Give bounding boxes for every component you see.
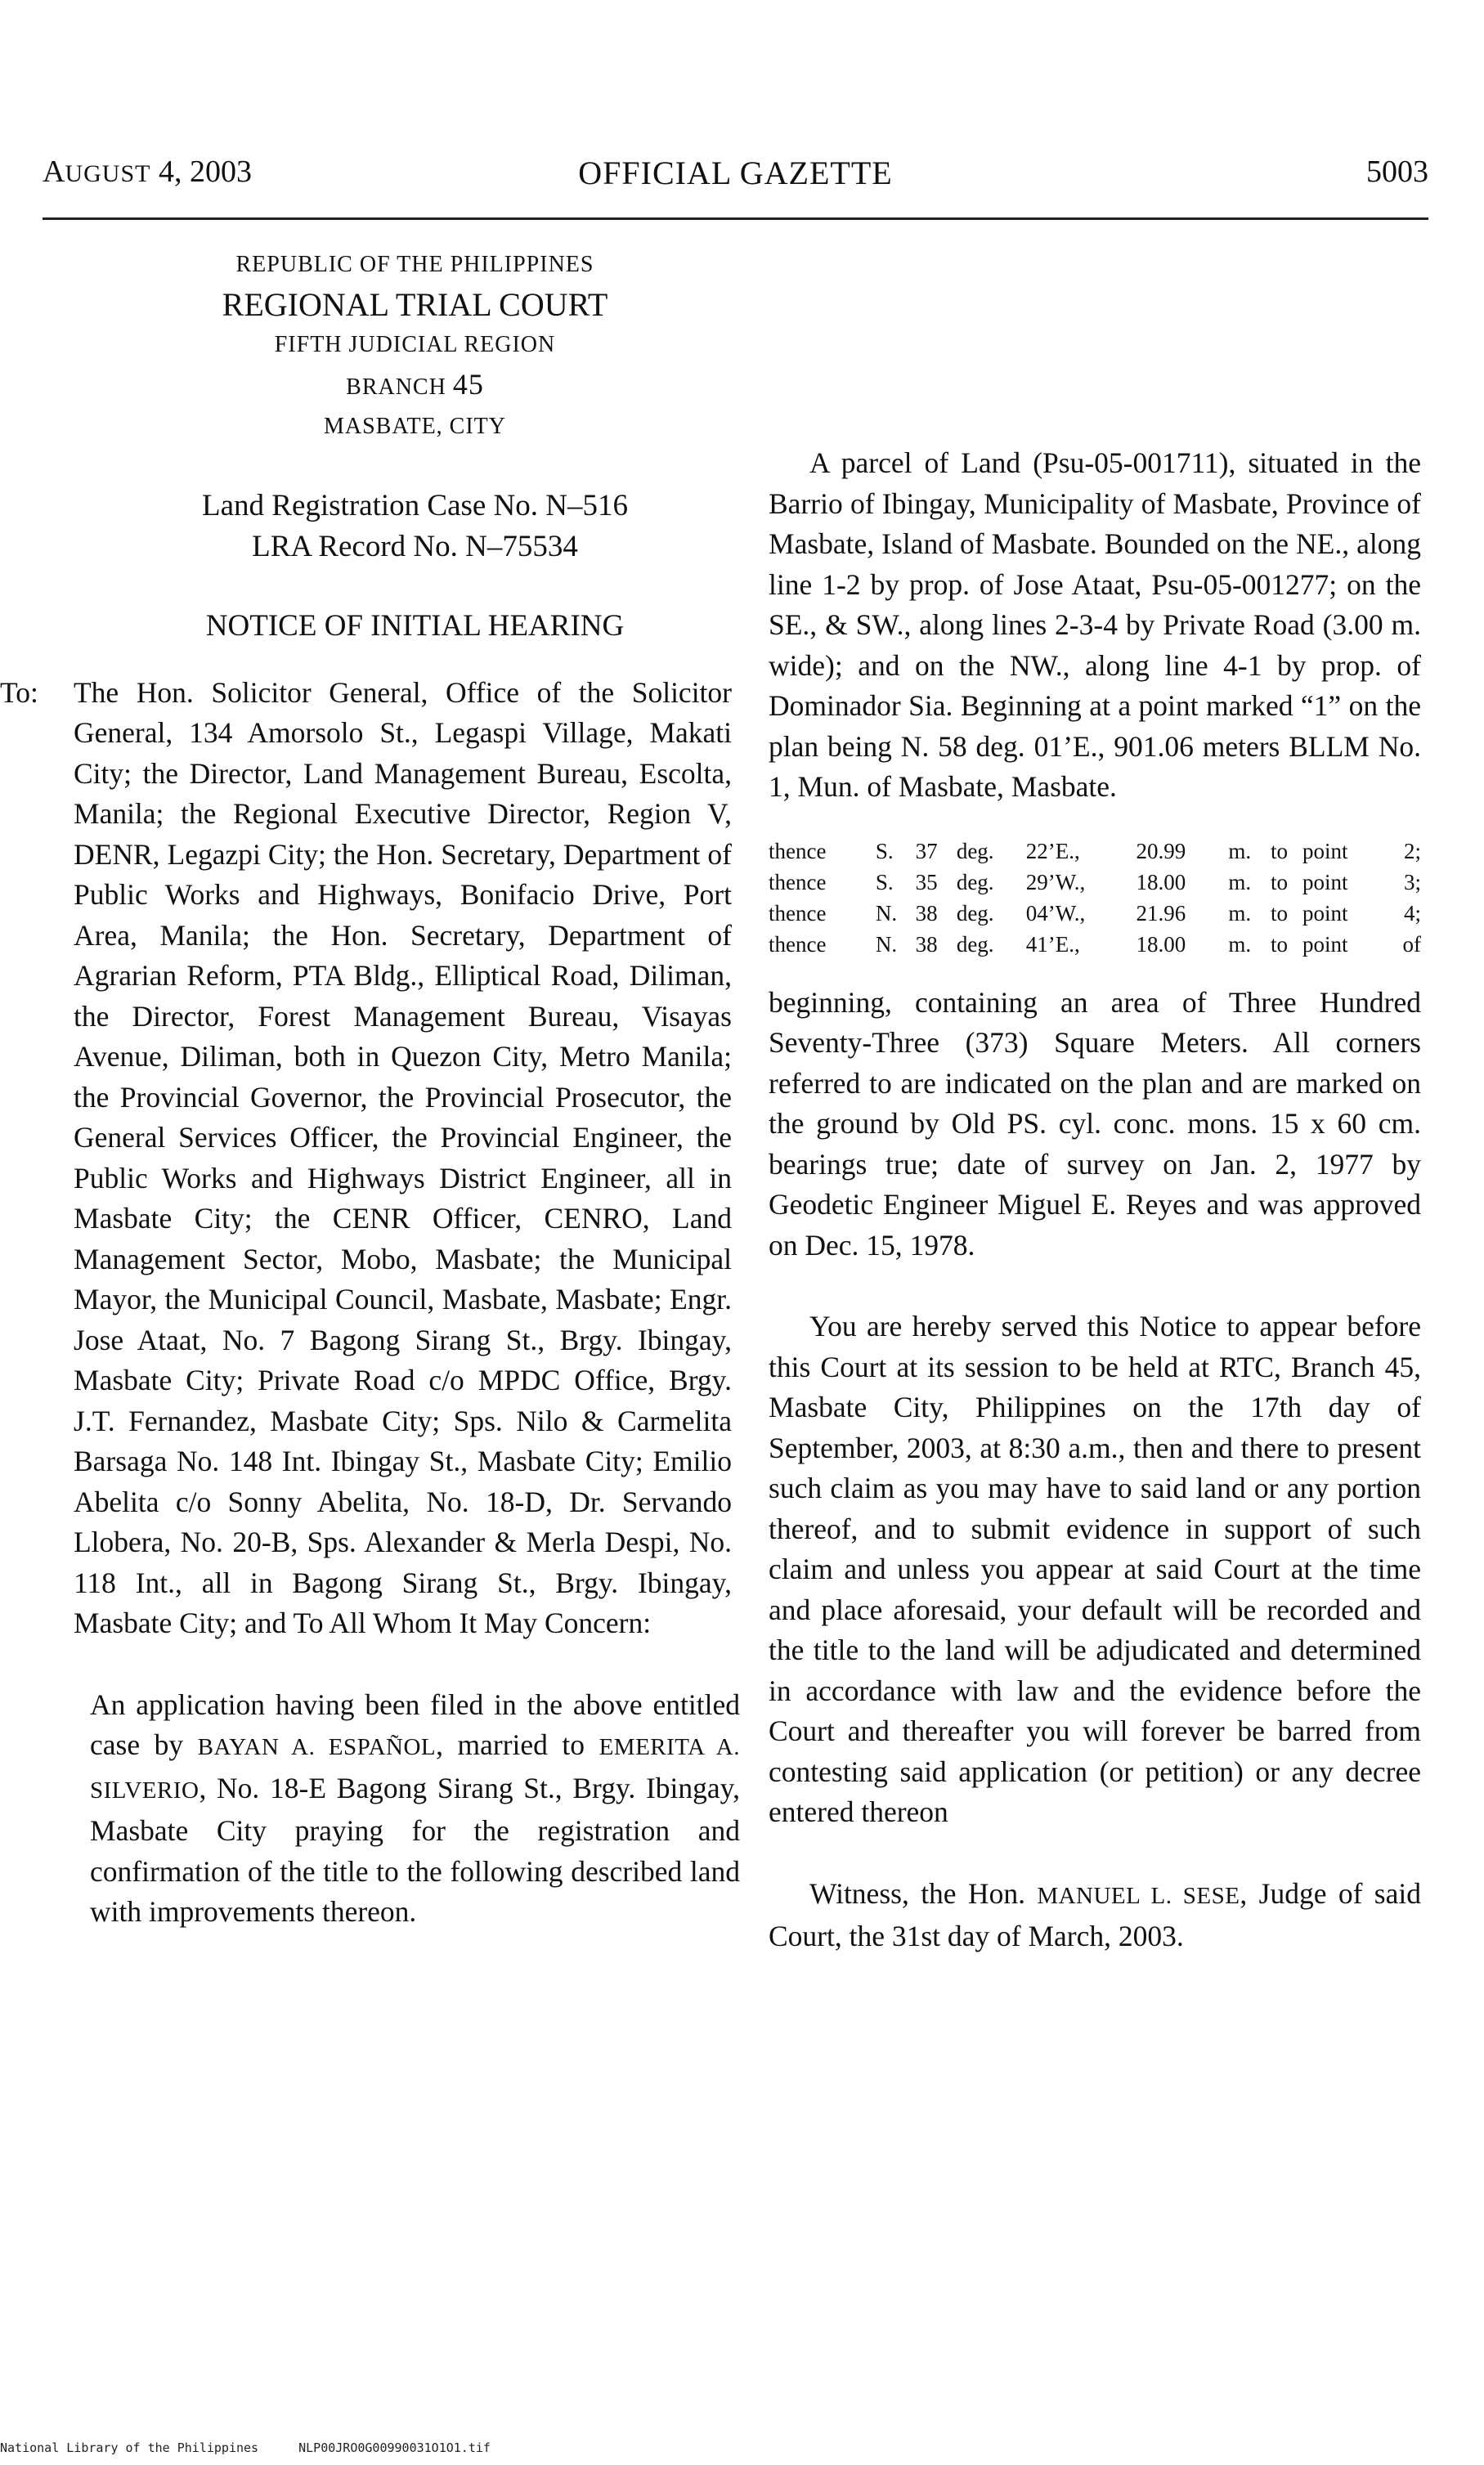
degree-word: deg. [956, 900, 994, 925]
republic-heading: REPUBLIC OF THE PHILIPPINES [235, 252, 594, 277]
to-word: to [1270, 869, 1288, 894]
bearing-minutes: 22’E., [1025, 838, 1080, 863]
thence-word: thence [769, 869, 827, 894]
point-word: point [1302, 931, 1348, 957]
bearing-direction: S. [875, 838, 894, 863]
bearing-degrees: 38 [915, 931, 938, 957]
point-word: point [1302, 838, 1348, 863]
right-column [769, 245, 1421, 1957]
page-number: 5003 [1366, 155, 1428, 189]
course-row [769, 867, 1421, 898]
court-city: MASBATE, CITY [323, 414, 506, 439]
distance-unit: m. [1228, 900, 1252, 925]
witness-paragraph: Witness, the Hon. MANUEL L. SESE, Judge of said Court, the 31st day of March, 2003. [769, 1876, 1421, 1952]
distance-value: 20.99 [1136, 838, 1186, 863]
bearing-direction: S. [875, 869, 894, 894]
distance-value: 21.96 [1136, 900, 1186, 925]
file-identifier: NLP00JRO0G00990031O1O1.tif [298, 2440, 491, 2455]
point-number: 4; [1403, 900, 1421, 925]
judge-name: MANUEL L. SESE [1037, 1882, 1240, 1909]
thence-word: thence [769, 838, 827, 863]
to-word: to [1270, 900, 1288, 925]
degree-word: deg. [956, 931, 994, 957]
distance-unit: m. [1228, 869, 1252, 894]
to-label: To: [0, 675, 38, 709]
served-paragraph: You are hereby served this Notice to appear before this Court at its session to be held at RTC, Branch 45, Masbate City, Philippines on the 17th day of September, 2003, at 8:30 a.m., then and there to present such claim as you may have to said land or any portion thereof, and to submit evidence in support of such claim and unless you appear at said Court at the time and place aforesaid, your default will be recorded and the title to the land will be adjudicated and determined in accordance with law and the evidence before the Court and thereafter you will forever be barred from contesting said application (or petition) or any decree entered thereon [769, 1310, 1421, 1828]
point-number: of [1402, 931, 1421, 957]
bearing-degrees: 37 [915, 838, 938, 863]
course-row [769, 836, 1421, 867]
judicial-region: FIFTH JUDICIAL REGION [274, 332, 556, 357]
survey-courses-table [769, 836, 1421, 960]
point-word: point [1302, 900, 1348, 925]
scan-footer [0, 2440, 523, 2455]
application-paragraph: An application having been filed in the above entitled case by BAYAN A. ESPAÑOL, married to EMERITA A. SILVERIO, No. 18-E Bagong Sirang St., Brgy. Ibingay, Masbate City praying for the registration and confirmation of the title to the following described land with improvements thereon. [90, 1687, 741, 1928]
addressee-block [0, 673, 732, 1644]
publication-title: OFFICIAL GAZETTE [578, 155, 893, 191]
to-word: to [1270, 931, 1288, 957]
thence-word: thence [769, 900, 827, 925]
distance-unit: m. [1228, 931, 1252, 957]
page-header [43, 154, 1428, 199]
course-row [769, 898, 1421, 929]
notice-title: NOTICE OF INITIAL HEARING [205, 609, 625, 643]
applicant-name: BAYAN A. ESPAÑOL [197, 1734, 437, 1760]
to-word: to [1270, 838, 1288, 863]
issue-date: AUGUST 4, 2003 [43, 155, 252, 189]
application-continuation-space [769, 245, 1421, 406]
parcel-description: A parcel of Land (Psu-05-001711), situated in the Barrio of Ibingay, Municipality of Masbate, Province of Masbate, Island of Masbate. Bounded on the NE., along line 1-2 by prop. of Jose Ataat, Psu-05-001277; on the SE., & SW., along lines 2-3-4 by Private Road (3.00 m. wide); and on the NW., along line 4-1 by prop. of Dominador Sia. Beginning at a point marked “1” on the plan being N. 58 deg. 01’E., 901.06 meters BLLM No. 1, Mun. of Masbate, Masbate. [769, 446, 1421, 803]
degree-word: deg. [956, 869, 994, 894]
bearing-degrees: 38 [915, 900, 938, 925]
bearing-minutes: 41’E., [1025, 931, 1080, 957]
library-credit: National Library of the Philippines [0, 2440, 259, 2455]
header-rule [43, 217, 1428, 220]
bearing-direction: N. [875, 900, 898, 925]
thence-word: thence [769, 931, 827, 957]
distance-unit: m. [1228, 838, 1252, 863]
course-row [769, 929, 1421, 960]
bearing-minutes: 29’W., [1025, 869, 1086, 894]
addressee-list: The Hon. Solicitor General, Office of the Solicitor General, 134 Amorsolo St., Legaspi Village, Makati City; the Director, Land Management Bureau, Escolta, Manila; the Regional Executive Director, Region V, DENR, Legazpi City; the Hon. Secretary, Department of Public Works and Highways, Bonifacio Drive, Port Area, Manila; the Hon. Secretary, Department of Agrarian Reform, PTA Bldg., Elliptical Road, Diliman, the Director, Forest Management Bureau, Visayas Avenue, Diliman, both in Quezon City, Metro Manila; the Provincial Governor, the Provincial Prosecutor, the General Services Officer, the Provincial Engineer, the Public Works and Highways District Engineer, all in Masbate City; the CENR Officer, CENRO, Land Management Sector, Mobo, Masbate; the Municipal Mayor, the Municipal Council, Masbate, Masbate; Engr. Jose Ataat, No. 7 Bagong Sirang St., Brgy. Ibingay, Masbate City; Private Road c/o MPDC Office, Brgy. J.T. Fernandez, Masbate City; Sps. Nilo & Carmelita Barsaga No. 148 Int. Ibingay St., Masbate City; Emilio Abelita c/o Sonny Abelita, No. 18-D, Dr. Servando Llobera, No. 20-B, Sps. Alexander & Merla Despi, No. 118 Int., all in Bagong Sirang St., Brgy. Ibingay, Masbate City; and To All Whom It May Concern: [74, 675, 732, 1639]
case-number: Land Registration Case No. N–516 [202, 489, 628, 522]
spouse-name: EMERITA A. SILVERIO [90, 1734, 741, 1804]
point-number: 2; [1403, 838, 1421, 863]
bearing-minutes: 04’W., [1025, 900, 1086, 925]
degree-word: deg. [956, 838, 994, 863]
court-name: REGIONAL TRIAL COURT [222, 286, 608, 323]
distance-value: 18.00 [1136, 869, 1186, 894]
bearing-degrees: 35 [915, 869, 938, 894]
point-word: point [1302, 869, 1348, 894]
bearing-direction: N. [875, 931, 898, 957]
branch-heading: BRANCH 45 [346, 368, 484, 401]
distance-value: 18.00 [1136, 931, 1186, 957]
point-number: 3; [1403, 869, 1421, 894]
area-paragraph: beginning, containing an area of Three Hundred Seventy-Three (373) Square Meters. All corners referred to are indicated on the plan and are marked on the ground by Old PS. cyl. conc. mons. 15 x 60 cm. bearings true; date of survey on Jan. 2, 1977 by Geodetic Engineer Miguel E. Reyes and was approved on Dec. 15, 1978. [769, 985, 1421, 1262]
left-column [0, 245, 741, 1933]
record-number: LRA Record No. N–75534 [252, 529, 578, 563]
